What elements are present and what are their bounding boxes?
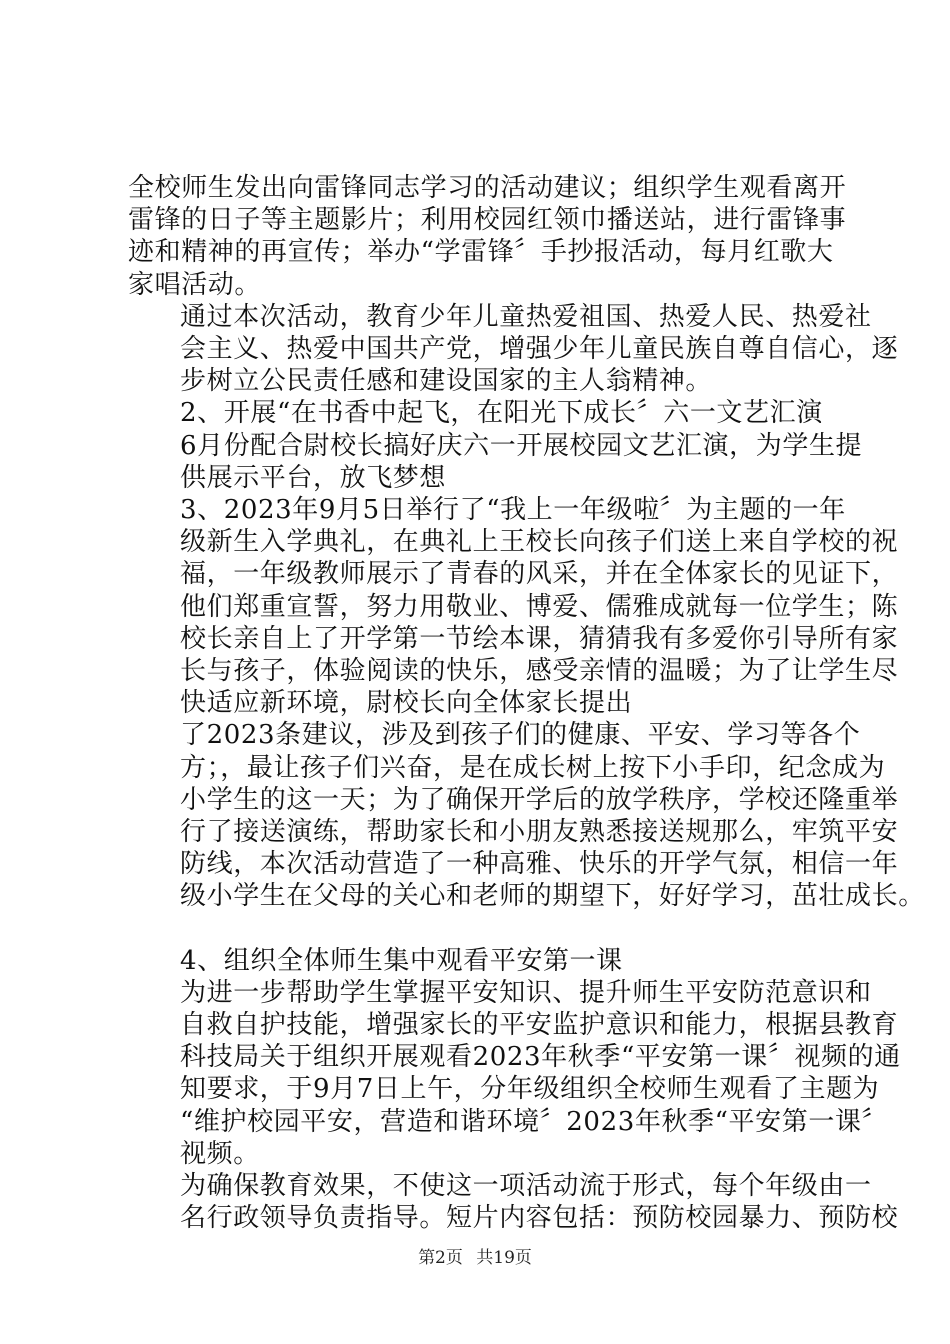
text-line: “维护校园平安，营造和谐环境〞2023年秋季“平安第一课〞 — [180, 1106, 889, 1137]
text-line: 雷锋的日子等主题影片；利用校园红领巾播送站，进行雷锋事 — [128, 205, 847, 236]
text-line: 快适应新环境，尉校长向全体家长提出 — [180, 688, 633, 719]
total-pages-label: 共19页 — [476, 1248, 532, 1268]
paragraph-education-goal — [128, 301, 899, 398]
text-line: 了2023条建议，涉及到孩子们的健康、平安、学习等各个 — [180, 720, 861, 751]
paragraph-item-4-heading — [128, 945, 840, 977]
paragraph-item-2-body — [128, 430, 863, 494]
text-line: 4、组织全体师生集中观看平安第一课 — [180, 945, 623, 976]
text-line: 家唱活动。 — [128, 269, 262, 300]
current-page-label: 第2页 — [418, 1248, 463, 1268]
text-line: 视频。 — [180, 1138, 260, 1169]
text-line: 知要求，于9月7日上午，分年级组织全校师生观看了主题为 — [180, 1074, 880, 1105]
text-line: 名行政领导负责指导。短片内容包括：预防校园暴力、预防校 — [180, 1203, 899, 1234]
paragraph-item-3 — [128, 494, 899, 719]
text-line: 通过本次活动，教育少年儿童热爱祖国、热爱人民、热爱社 — [180, 301, 872, 332]
paragraph-lei-feng-activities — [128, 172, 847, 301]
text-line: 福，一年级教师展示了青春的风采，并在全体家长的见证下， — [180, 559, 899, 590]
text-line: 会主义、热爱中国共产党，增强少年儿童民族自尊自信心，逐 — [180, 334, 899, 365]
paragraph-item-3-continued — [128, 719, 925, 912]
text-line: 6月份配合尉校长搞好庆六一开展校园文艺汇演，为学生提 — [180, 430, 863, 461]
text-line: 校长亲自上了开学第一节绘本课，猜猜我有多爱你引导所有家 — [180, 623, 899, 654]
page-footer — [0, 1243, 950, 1268]
text-line: 行了接送演练，帮助家长和小朋友熟悉接送规那么，牢筑平安 — [180, 817, 899, 848]
text-line: 方；，最让孩子们兴奋，是在成长树上按下小手印，纪念成为 — [180, 752, 886, 783]
text-line: 3、2023年9月5日举行了“我上一年级啦〞为主题的一年 — [180, 495, 846, 526]
text-line: 防线，本次活动营造了一种高雅、快乐的开学气氛，相信一年 — [180, 849, 899, 880]
text-line: 全校师生发出向雷锋同志学习的活动建议；组织学生观看离开 — [128, 173, 847, 203]
paragraph-item-4-effect — [128, 1170, 899, 1234]
text-line: 小学生的这一天；为了确保开学后的放学秩序，学校还隆重举 — [180, 784, 899, 815]
document-body — [128, 172, 925, 1235]
text-line: 级新生入学典礼，在典礼上王校长向孩子们送上来自学校的祝 — [180, 527, 899, 558]
paragraph-item-2-heading — [128, 397, 840, 429]
text-line: 为进一步帮助学生掌握平安知识、提升师生平安防范意识和 — [180, 977, 872, 1008]
text-line: 自救自护技能，增强家长的平安监护意识和能力，根据县教育 — [180, 1010, 899, 1041]
text-line: 为确保教育效果，不使这一项活动流于形式，每个年级由一 — [180, 1171, 872, 1202]
text-line: 2、开展“在书香中起飞，在阳光下成长〞六一文艺汇演 — [180, 398, 823, 429]
text-line: 长与孩子，体验阅读的快乐，感受亲情的温暖；为了让学生尽 — [180, 656, 899, 687]
text-line: 步树立公民责任感和建设国家的主人翁精神。 — [180, 366, 713, 397]
text-line: 迹和精神的再宣传；举办“学雷锋〞手抄报活动，每月红歌大 — [128, 237, 834, 268]
text-line: 供展示平台，放飞梦想 — [180, 462, 447, 493]
text-line: 科技局关于组织开展观看2023年秋季“平安第一课〞视频的通 — [180, 1042, 901, 1073]
paragraph-item-4-body — [128, 977, 901, 1170]
text-line: 级小学生在父母的关心和老师的期望下，好好学习，茁壮成长。 — [180, 881, 925, 912]
text-line: 他们郑重宣誓，努力用敬业、博爱、儒雅成就每一位学生；陈 — [180, 591, 899, 622]
